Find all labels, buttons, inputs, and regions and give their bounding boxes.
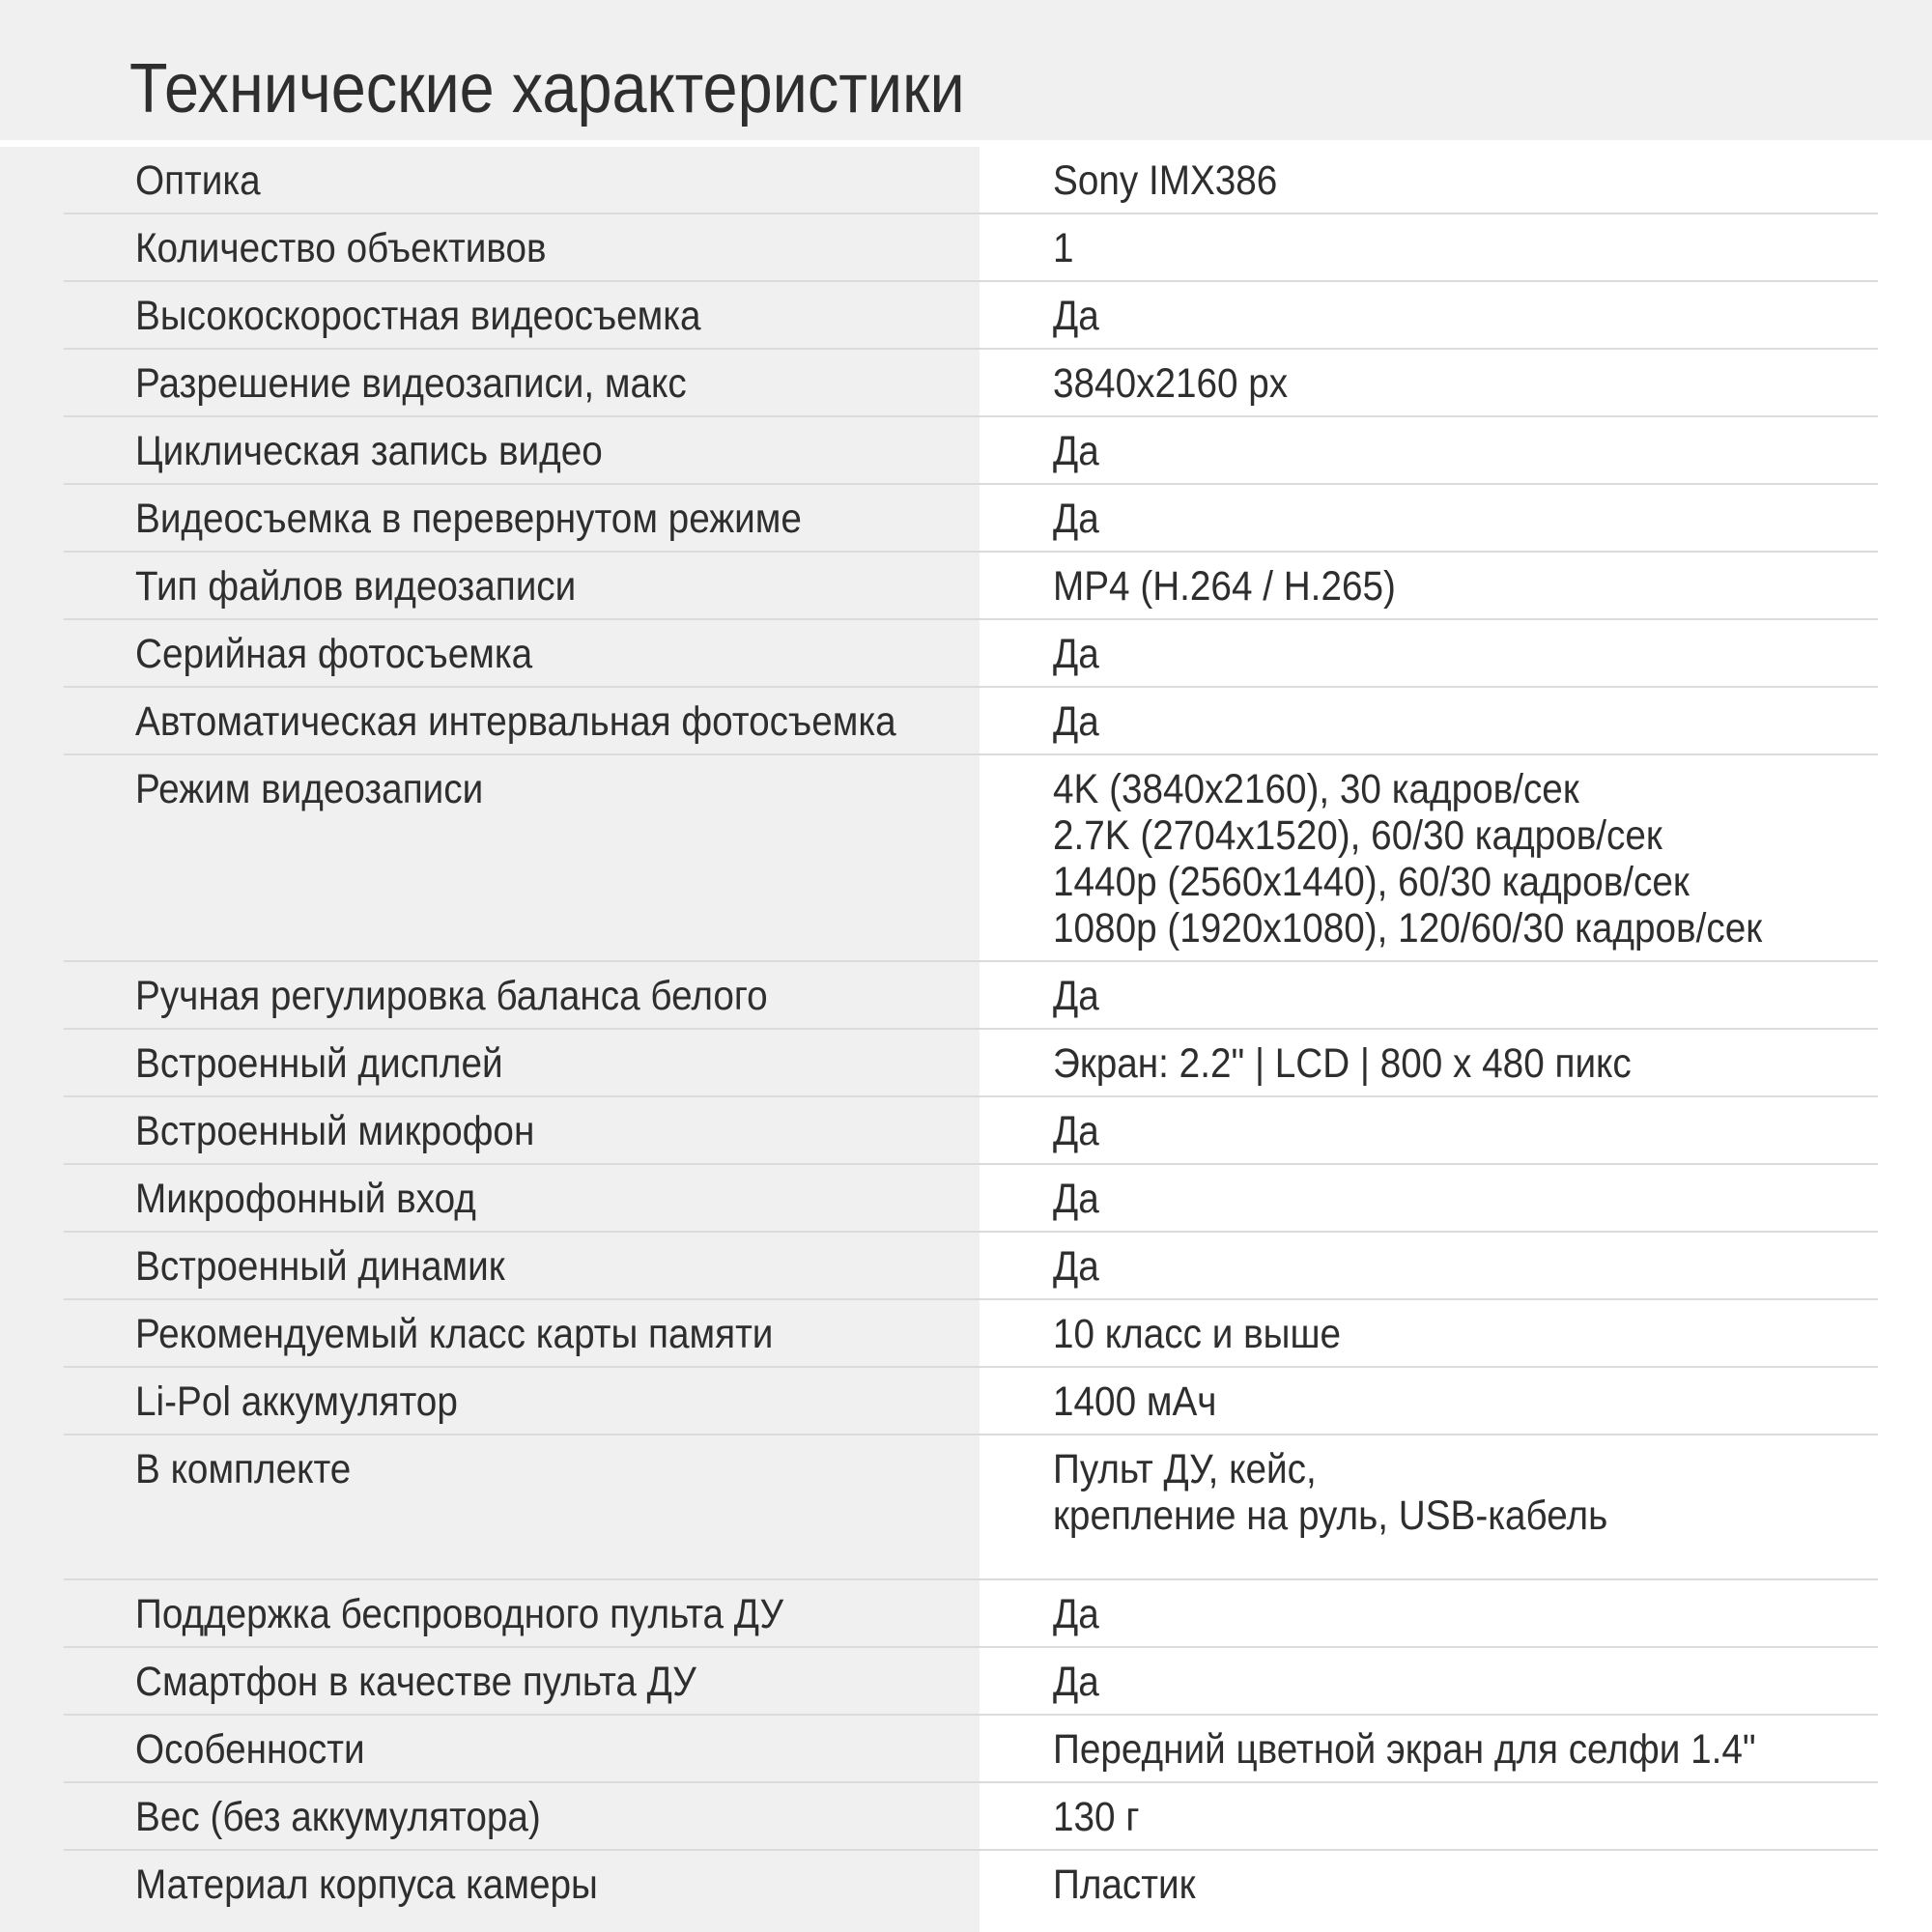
spec-value-text: Экран: 2.2" | LCD | 800 x 480 пикс (1053, 1040, 1632, 1087)
spec-label (0, 147, 980, 214)
spec-row (0, 688, 1932, 755)
spec-value (980, 282, 1932, 350)
spec-value-text: 10 класс и выше (1053, 1311, 1342, 1357)
spec-value-line (1053, 1176, 1878, 1222)
spec-label (0, 1300, 980, 1368)
spec-value-text: Да (1053, 973, 1099, 1019)
spec-value-line (1053, 905, 1878, 952)
spec-value-line (1053, 766, 1878, 812)
spec-value (980, 688, 1932, 755)
spec-row (0, 1580, 1932, 1648)
spec-value-line (1053, 1794, 1878, 1840)
spec-value-line (1053, 1492, 1878, 1539)
spec-value (980, 553, 1932, 620)
spec-label (0, 688, 980, 755)
spec-label (0, 214, 980, 282)
spec-label-text: Серийная фотосъемка (135, 631, 533, 677)
spec-value-text: Да (1053, 1659, 1099, 1705)
spec-value-line (1053, 360, 1878, 407)
page-title-text: Технические характеристики (129, 50, 965, 128)
spec-row (0, 1435, 1932, 1580)
spec-row (0, 350, 1932, 417)
spec-value-text: Да (1053, 1108, 1099, 1154)
spec-value-text: 1080p (1920x1080), 120/60/30 кадров/сек (1053, 905, 1763, 952)
spec-value-text: 1440p (2560x1440), 60/30 кадров/сек (1053, 859, 1690, 905)
spec-value-text: крепление на руль, USB-кабель (1053, 1492, 1608, 1539)
spec-value (980, 1165, 1932, 1233)
spec-label (0, 282, 980, 350)
spec-label-text: Оптика (135, 157, 261, 204)
spec-value (980, 1435, 1932, 1549)
spec-value (980, 417, 1932, 485)
spec-row (0, 1300, 1932, 1368)
spec-value (980, 350, 1932, 417)
spec-value (980, 620, 1932, 688)
page-header (0, 0, 1932, 140)
spec-value-text: Да (1053, 1176, 1099, 1222)
spec-label-text: Li-Pol аккумулятор (135, 1378, 458, 1425)
spec-value-text: Да (1053, 631, 1099, 677)
spec-label (0, 1580, 980, 1648)
spec-row (0, 1783, 1932, 1851)
spec-value-line (1053, 631, 1878, 677)
spec-value-line (1053, 698, 1878, 745)
spec-value (980, 214, 1932, 282)
spec-value (980, 1233, 1932, 1300)
spec-value-line (1053, 1311, 1878, 1357)
spec-label (0, 485, 980, 553)
spec-row (0, 1030, 1932, 1097)
spec-label-text: Режим видеозаписи (135, 766, 484, 812)
spec-value-line (1053, 157, 1878, 204)
spec-value-line (1053, 1591, 1878, 1637)
spec-row (0, 1368, 1932, 1435)
spec-label (0, 962, 980, 1030)
spec-value-text: MP4 (H.264 / H.265) (1053, 563, 1396, 610)
spec-value-line (1053, 293, 1878, 339)
spec-label (0, 553, 980, 620)
spec-value-text: Да (1053, 428, 1099, 474)
spec-row (0, 1851, 1932, 1918)
spec-label-text: Вес (без аккумулятора) (135, 1794, 541, 1840)
spec-label-text: Высокоскоростная видеосъемка (135, 293, 701, 339)
spec-label (0, 350, 980, 417)
spec-value-text: 3840x2160 px (1053, 360, 1289, 407)
spec-row (0, 1165, 1932, 1233)
spec-label-text: Материал корпуса камеры (135, 1861, 598, 1908)
spec-value-line (1053, 1378, 1878, 1425)
spec-row (0, 417, 1932, 485)
spec-row (0, 553, 1932, 620)
spec-label (0, 1368, 980, 1435)
spec-label (0, 1097, 980, 1165)
spec-value-text: Передний цветной экран для селфи 1.4" (1053, 1726, 1756, 1773)
spec-row (0, 282, 1932, 350)
spec-row (0, 147, 1932, 214)
spec-value-line (1053, 973, 1878, 1019)
spec-value (980, 1368, 1932, 1435)
spec-row (0, 1233, 1932, 1300)
spec-value-line (1053, 1726, 1878, 1773)
spec-label-text: Встроенный дисплей (135, 1040, 503, 1087)
spec-label (0, 1165, 980, 1233)
spec-value-text: Пульт ДУ, кейс, (1053, 1446, 1317, 1492)
spec-label (0, 755, 980, 823)
spec-label (0, 1851, 980, 1918)
spec-value-text: Да (1053, 496, 1099, 542)
spec-label-text: Микрофонный вход (135, 1176, 476, 1222)
spec-value (980, 755, 1932, 962)
spec-label-text: Разрешение видеозаписи, макс (135, 360, 687, 407)
spec-row (0, 1097, 1932, 1165)
spec-label-text: Встроенный динамик (135, 1243, 505, 1290)
spec-row (0, 485, 1932, 553)
spec-label-text: Ручная регулировка баланса белого (135, 973, 768, 1019)
spec-value-line (1053, 496, 1878, 542)
spec-label-text: В комплекте (135, 1446, 352, 1492)
spec-value (980, 1030, 1932, 1097)
spec-value (980, 1580, 1932, 1648)
spec-label-text: Тип файлов видеозаписи (135, 563, 577, 610)
spec-value (980, 485, 1932, 553)
spec-value (980, 1648, 1932, 1716)
spec-label-text: Смартфон в качестве пульта ДУ (135, 1659, 696, 1705)
spec-value-text: Sony IMX386 (1053, 157, 1278, 204)
spec-row (0, 1648, 1932, 1716)
spec-label-text: Встроенный микрофон (135, 1108, 535, 1154)
spec-label (0, 1030, 980, 1097)
spec-value-text: Да (1053, 1243, 1099, 1290)
spec-value-line (1053, 428, 1878, 474)
spec-value (980, 1300, 1932, 1368)
spec-label-text: Поддержка беспроводного пульта ДУ (135, 1591, 784, 1637)
spec-label (0, 620, 980, 688)
spec-value (980, 962, 1932, 1030)
spec-label (0, 1435, 980, 1503)
spec-value-text: Да (1053, 698, 1099, 745)
spec-value-line (1053, 225, 1878, 271)
spec-value (980, 1783, 1932, 1851)
spec-value (980, 1097, 1932, 1165)
spec-value-line (1053, 1861, 1878, 1908)
spec-label-text: Автоматическая интервальная фотосъемка (135, 698, 896, 745)
spec-value-text: Пластик (1053, 1861, 1196, 1908)
spec-label-text: Количество объективов (135, 225, 547, 271)
spec-row (0, 620, 1932, 688)
spec-value (980, 1716, 1932, 1783)
spec-value-line (1053, 1446, 1878, 1492)
spec-value-text: 2.7K (2704x1520), 60/30 кадров/сек (1053, 812, 1662, 859)
spec-value-line (1053, 1040, 1878, 1087)
spec-value-text: 1400 мАч (1053, 1378, 1217, 1425)
page-title (0, 0, 1932, 128)
spec-value-line (1053, 859, 1878, 905)
spec-label (0, 1716, 980, 1783)
spec-value-text: 130 г (1053, 1794, 1140, 1840)
spec-value (980, 147, 1932, 214)
spec-value-text: Да (1053, 1591, 1099, 1637)
spec-value-line (1053, 1243, 1878, 1290)
spec-row (0, 214, 1932, 282)
spec-table (0, 147, 1932, 1932)
spec-row (0, 755, 1932, 962)
spec-row (0, 1716, 1932, 1783)
spec-row (0, 962, 1932, 1030)
spec-value-line (1053, 1108, 1878, 1154)
spec-value-line (1053, 812, 1878, 859)
spec-value-line (1053, 1659, 1878, 1705)
spec-value (980, 1851, 1932, 1918)
spec-label-text: Особенности (135, 1726, 365, 1773)
spec-label-text: Рекомендуемый класс карты памяти (135, 1311, 774, 1357)
spec-label (0, 417, 980, 485)
spec-value-text: 4K (3840x2160), 30 кадров/сек (1053, 766, 1579, 812)
spec-label (0, 1783, 980, 1851)
header-divider-gap (0, 140, 1932, 147)
spec-label-text: Циклическая запись видео (135, 428, 603, 474)
spec-value-text: 1 (1053, 225, 1074, 271)
spec-label (0, 1233, 980, 1300)
spec-value-text: Да (1053, 293, 1099, 339)
spec-label (0, 1648, 980, 1716)
spec-label-text: Видеосъемка в перевернутом режиме (135, 496, 802, 542)
spec-value-line (1053, 563, 1878, 610)
